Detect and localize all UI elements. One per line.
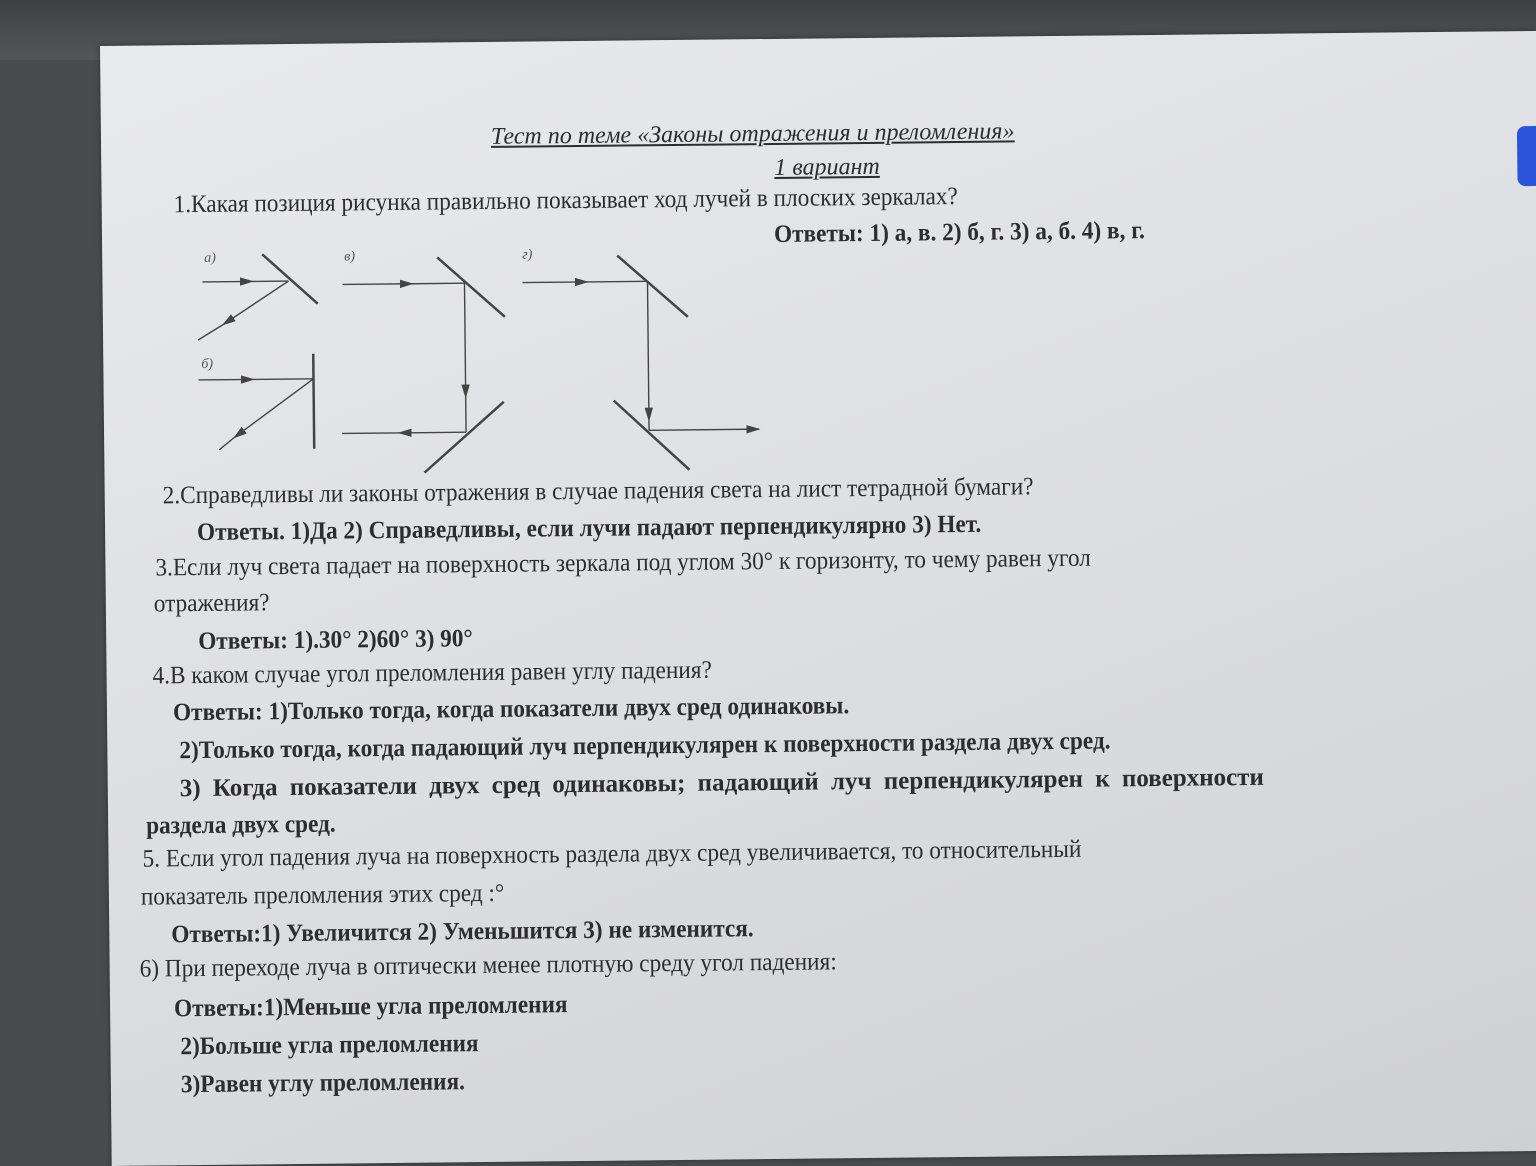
question-6: 6) При переходе луча в оптически менее плотную среду угол падения: [140, 948, 837, 983]
label-g: г) [522, 247, 533, 262]
answers-2: Ответы. 1)Да 2) Справедливы, если лучи падают перпендикулярно 3) Нет. [197, 511, 981, 547]
question-4: 4.В каком случае угол преломления равен углу падения? [152, 657, 712, 691]
question-5: 5. Если угол падения луча на поверхность раздела двух сред увеличивается, то относительный [142, 836, 1081, 874]
figure-g [522, 254, 759, 471]
test-sheet [100, 31, 1536, 1166]
answer-6-2: 2)Больше угла преломления [180, 1030, 478, 1061]
variant-label: 1 вариант [774, 154, 880, 182]
pen-cap [1517, 126, 1536, 186]
answers-1: Ответы: 1) а, в. 2) б, г. 3) а, б. 4) в, г. [774, 217, 1145, 249]
question-3: 3.Если луч света падает на поверхность зеркала под углом 30° к горизонту, то чему равен угол [155, 545, 1091, 583]
test-title: Тест по теме «Законы отражения и преломления» [491, 118, 1015, 150]
answer-4-3: 3) Когда показатели двух сред одинаковы; падающий луч перпендикулярен к поверхности [180, 764, 1264, 803]
label-v: в) [344, 249, 355, 264]
answers-3: Ответы: 1).30° 2)60° 3) 90° [198, 625, 473, 656]
answer-6-3: 3)Равен углу преломления. [181, 1068, 465, 1099]
question-5-cont: показатель преломления этих сред :° [141, 880, 505, 912]
label-b: б) [201, 357, 213, 372]
answer-4-1: Ответы: 1)Только тогда, когда показатели двух сред одинаковы. [173, 692, 850, 727]
mirror-diagram [192, 234, 814, 480]
answer-4-3-cont: раздела двух сред. [146, 811, 336, 841]
question-1: 1.Какая позиция рисунка правильно показывает ход лучей в плоских зеркалах? [174, 183, 958, 219]
question-2: 2.Справедливы ли законы отражения в случае падения света на лист тетрадной бумаги? [163, 473, 1034, 510]
figure-v [340, 257, 506, 474]
question-3-cont: отражения? [154, 589, 270, 618]
answers-5: Ответы:1) Увеличится 2) Уменьшится 3) не изменится. [171, 915, 754, 949]
answer-4-2: 2)Только тогда, когда падающий луч перпендикулярен к поверхности раздела двух сред. [179, 727, 1110, 765]
figure-b [198, 354, 314, 450]
answer-6-1: Ответы:1)Меньше угла преломления [174, 991, 568, 1023]
label-a: а) [204, 251, 216, 266]
figure-a [197, 254, 318, 340]
